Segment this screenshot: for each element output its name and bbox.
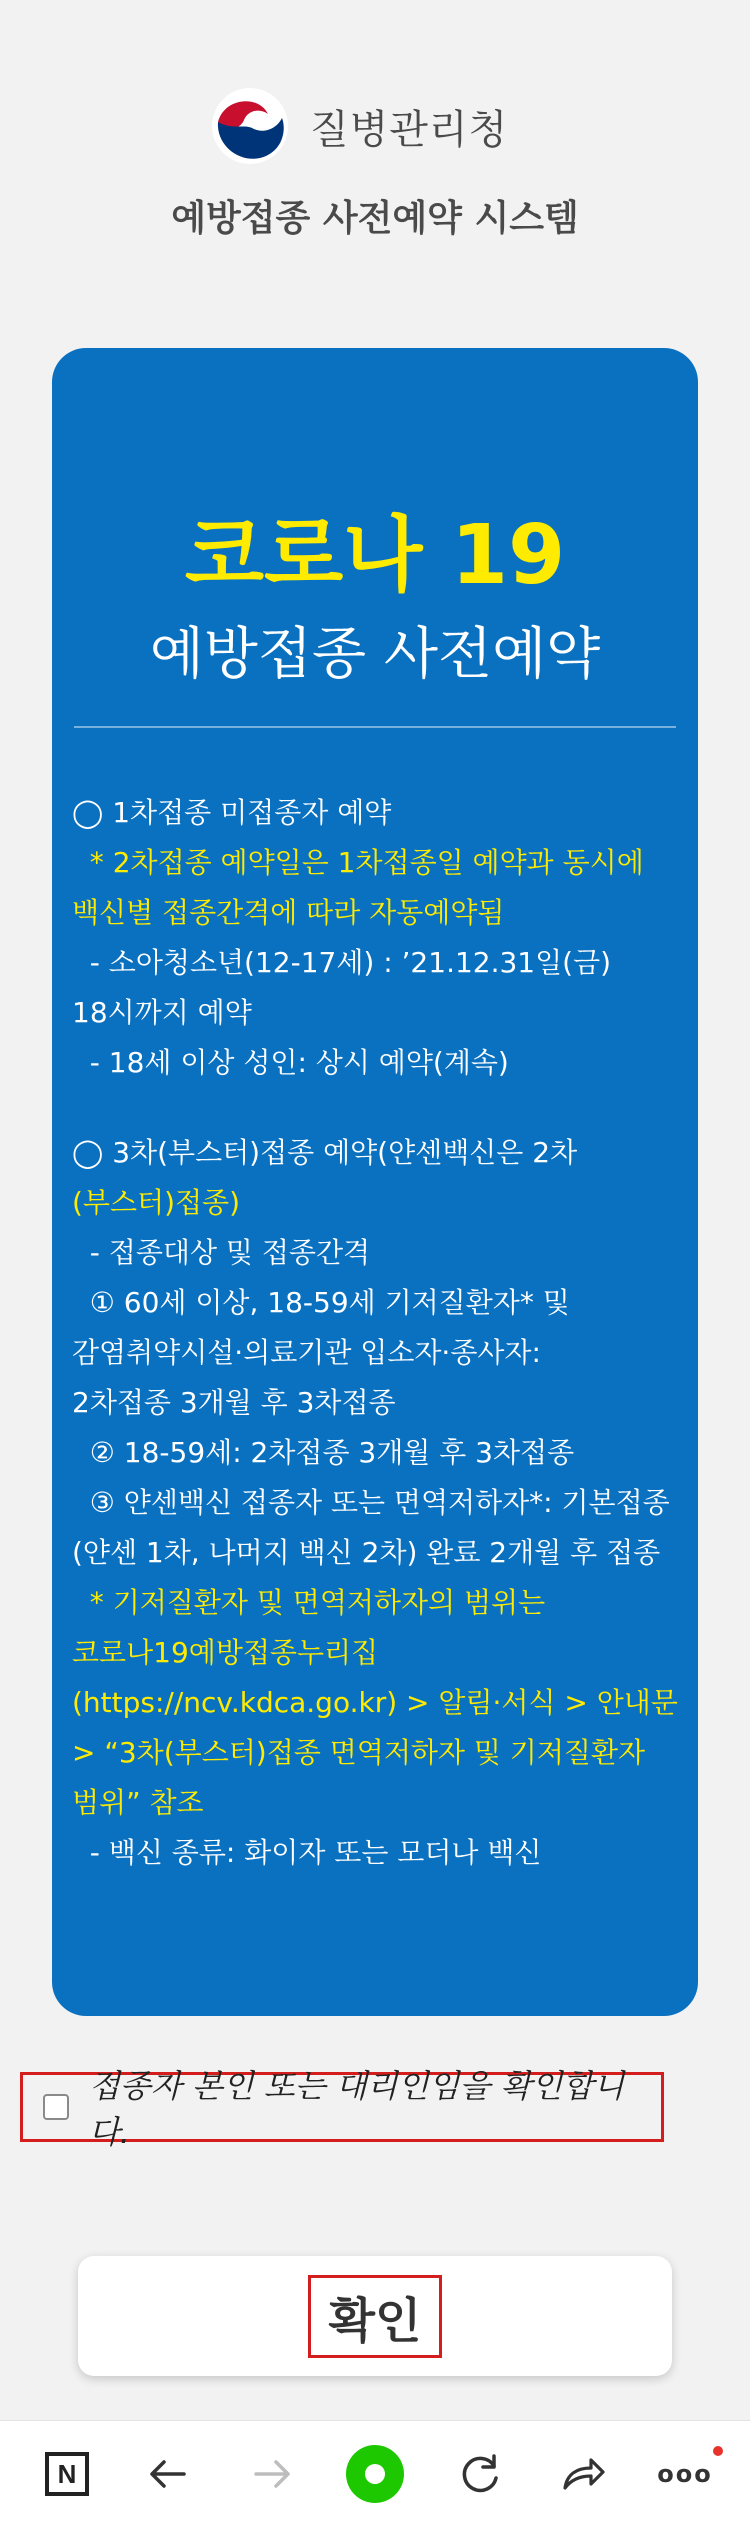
browser-bottom-bar [0,2420,750,2527]
green-circle-icon [346,2445,404,2503]
notice-line: 감염취약시설·의료기관 입소자·종사자: [72,1336,541,1369]
forward-arrow-svg [244,2446,300,2502]
naver-logo-icon[interactable] [37,2444,97,2504]
notice-line: ◯ 1차접종 미접종자 예약 [72,796,392,829]
notice-line: (https://ncv.kdca.go.kr) > 알림·서식 > 안내문 [72,1686,678,1719]
notice-line: - 백신 종류: 화이자 또는 모더나 백신 [72,1836,542,1869]
org-name: 질병관리청 [310,106,509,153]
card-title: 코로나 19 [184,508,566,603]
naver-n-glyph: N [45,2452,89,2496]
reload-svg [452,2446,508,2502]
share-svg [555,2446,611,2502]
notice-line: - 소아청소년(12-17세) : ’21.12.31일(금) [72,946,612,979]
confirm-button[interactable] [78,2256,672,2376]
notice-line: * 기저질환자 및 면역저하자의 범위는 [72,1586,546,1619]
more-dots [657,2460,712,2488]
notice-line: - 18세 이상 성인: 상시 예약(계속) [72,1046,509,1079]
notice-line: (얀센 1차, 나머지 백신 2차) 완료 2개월 후 접종 [72,1536,661,1569]
notice-line: * 2차접종 예약일은 1차접종일 예약과 동시에 [72,846,644,879]
taegeuk-logo-icon [210,86,290,166]
share-icon[interactable] [553,2444,613,2504]
more-dots-glyph: ooo [657,2460,713,2488]
notice-line: ③ 얀센백신 접종자 또는 면역저하자*: 기본접종 [72,1486,670,1519]
forward-arrow-icon[interactable] [242,2444,302,2504]
notice-line: ① 60세 이상, 18-59세 기저질환자* 및 [72,1286,570,1319]
notice-line: 백신별 접종간격에 따라 자동예약됨 [72,896,505,929]
page-header [0,0,750,320]
notice-line: ◯ 3차(부스터)접종 예약(얀센백신은 2차 [72,1136,578,1169]
card-subtitle: 예방접종 사전예약 [149,622,601,687]
card-divider [74,726,676,728]
consent-label: 접종자 본인 또는 대리인임을 확인합니다. [88,2067,625,2151]
notice-line: - 접종대상 및 접종간격 [72,1236,371,1269]
paragraph-gap [72,1088,687,1128]
notice-line: 18시까지 예약 [72,996,252,1029]
reload-icon[interactable] [450,2444,510,2504]
notice-line: > “3차(부스터)접종 면역저하자 및 기저질환자 [72,1736,646,1769]
notice-line: ② 18-59세: 2차접종 3개월 후 3차접종 [72,1436,575,1469]
reservation-info-card [52,348,698,2016]
notice-line: (부스터)접종) [72,1186,241,1219]
more-icon[interactable] [655,2444,715,2504]
notification-badge [713,2446,723,2456]
confirm-button-label: 확인 [308,2275,443,2358]
back-arrow-icon[interactable] [138,2444,198,2504]
consent-checkbox[interactable] [43,2094,69,2120]
kdca-logo [210,86,508,166]
consent-row[interactable] [20,2067,664,2151]
home-green-icon[interactable] [345,2444,405,2504]
back-arrow-svg [140,2446,196,2502]
system-title: 예방접종 사전예약 시스템 [171,198,579,239]
notice-line: 2차접종 3개월 후 3차접종 [72,1386,396,1419]
notice-line: 범위” 참조 [72,1786,204,1819]
notice-line: 코로나19예방접종누리집 [72,1636,379,1669]
notice-content [72,788,687,1878]
